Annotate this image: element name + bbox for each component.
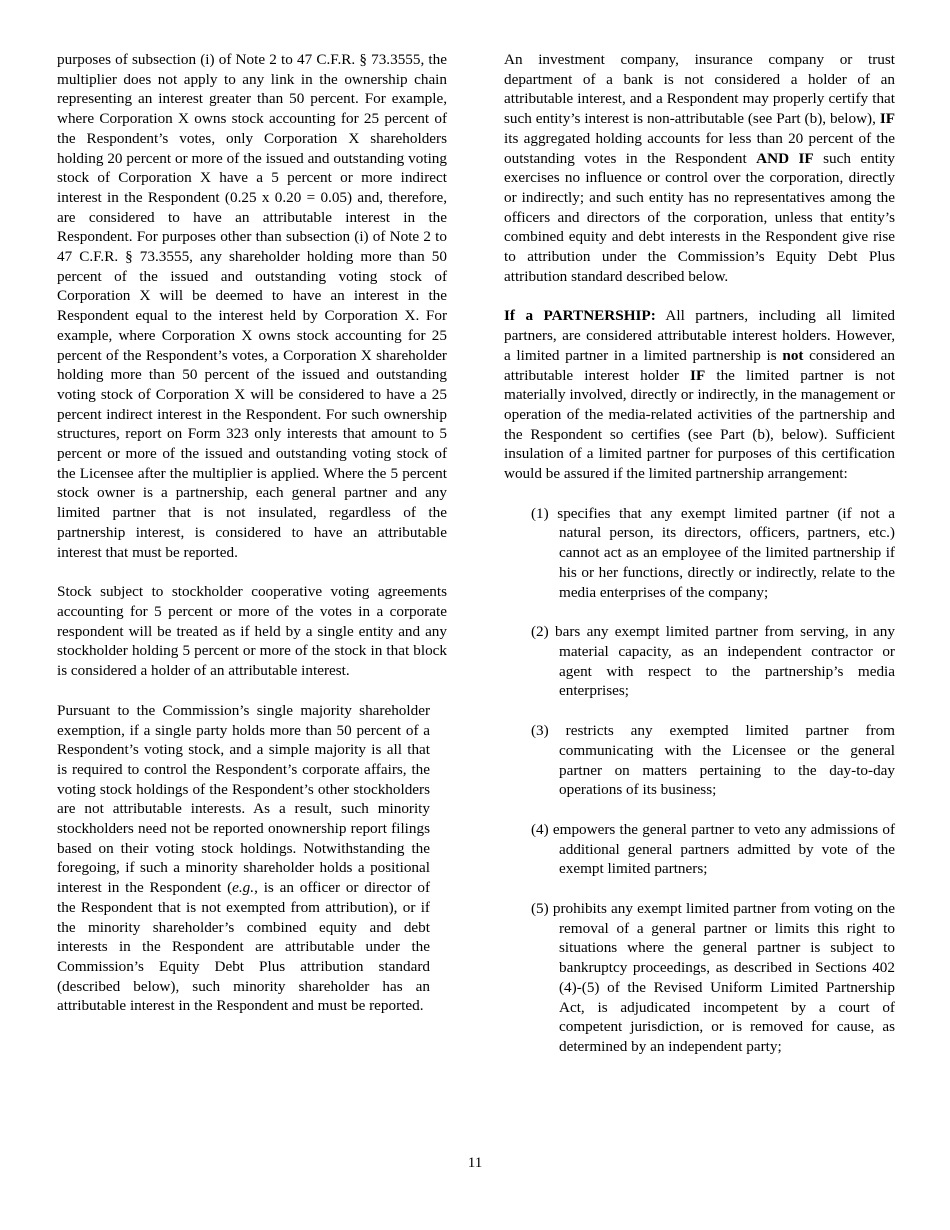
left-column bbox=[57, 50, 447, 1016]
list-item: (2) bars any exempt limited partner from serving, in any material capacity, as an independent contractor or agent with respect to the partnership’s media enterprises; bbox=[531, 623, 895, 700]
list-item: (5) prohibits any exempt limited partner from voting on the removal of a general partner or limits this right to situations where the general partner is subject to bankruptcy proceedings, as described in Sections 402 (4)-(5) of the Revised Uniform Limited Partnership Act, is adjudicated incompetent by a court of competent jurisdiction, or is removed for cause, as determined by an independent party; bbox=[531, 900, 895, 1055]
paragraph-multiplier: purposes of subsection (i) of Note 2 to 47 C.F.R. § 73.3555, the multiplier does not apply to any link in the ownership chain representing an interest greater than 50 percent. For example, where Corporation X owns stock accounting for 25 percent of the Respondent’s votes, only Corporation X shareholders holding 20 percent or more of the issued and outstanding voting stock of Corporation X have a 5 percent or more indirect interest in the Respondent (0.25 x 0.20 = 0.05) and, therefore, are considered to have an attributable interest in the Respondent. For purposes other than subsection (i) of Note 2 to 47 C.F.R. § 73.3555, any shareholder holding more than 50 percent of the issued and outstanding voting stock of Corporation X will be deemed to have an interest in the Respondent equal to the interest held by Corporation X. For example, where Corporation X owns stock accounting for 25 percent of the Respondent’s votes, a Corporation X shareholder holding more than 50 percent of the issued and outstanding voting stock of Corporation X will be considered to have a 25 percent indirect interest in the Respondent. For such ownership structures, report on Form 323 only interests that amount to 5 percent or more of the issued and outstanding voting stock of the Licensee after the multiplier is applied. Where the 5 percent stock owner is a partnership, each general partner and any limited partner that is not insulated, regardless of the partnership interest, is considered to have an attributable interest that must be reported. bbox=[57, 51, 447, 561]
list-item: (4) empowers the general partner to veto any admissions of additional general partners admitted by vote of the exempt limited partners; bbox=[531, 820, 895, 878]
emphasis-if: IF bbox=[879, 110, 895, 128]
page-number: 11 bbox=[467, 1154, 483, 1171]
investment-text-b: its aggregated holding accounts for less than 20 percent of the outstanding votes in the Respondent bbox=[504, 129, 895, 167]
paragraph-partnership bbox=[504, 306, 895, 483]
paragraph-single-majority bbox=[57, 701, 430, 1016]
emphasis-not: not bbox=[782, 346, 804, 364]
partnership-text-b: considered an attributable interest holder bbox=[504, 346, 895, 384]
eg-abbreviation: e.g. bbox=[232, 879, 255, 897]
paragraph-voting-agreements: Stock subject to stockholder cooperative voting agreements accounting for 5 percent or more of the votes in a corporate respondent will be treated as if held by a single entity and any stockholder holding 5 percent or more of the stock in that block is considered a holder of an attributable interest. bbox=[57, 583, 447, 680]
investment-text-a: An investment company, insurance company or trust department of a bank is not considered a holder of an attributable interest, and a Respondent may properly certify that such entity’s interest is non-attributable (see Part (b), below), bbox=[504, 51, 895, 128]
investment-text-c: such entity exercises no influence or control over the corporation, directly or indirectly; and such entity has no representatives among the officers and directors of the corporation, unless that entity’s combined equity and debt interests in the Respondent give rise to attribution under the Commission’s Equity Debt Plus attribution standard described below. bbox=[504, 149, 895, 285]
emphasis-if-partnership: IF bbox=[690, 366, 706, 384]
paragraph-single-majority-text-a: Pursuant to the Commission’s single majority shareholder exemption, if a single party holds more than 50 percent of a Respondent’s voting stock, and a simple majority is all that is required to control the Respondent’s corporate affairs, the voting stock holdings of the Respondent’s other stockholders are not attributable interests. As a result, such minority stockholders need not be reported onownership report filings based on their voting stock holdings. Notwithstanding the foregoing, if such a minority shareholder holds a positional interest in the Respondent ( bbox=[57, 701, 430, 897]
list-item: (3) restricts any exempted limited partner from communicating with the Licensee or the general partner on matters pertaining to the day-to-day operations of its business; bbox=[531, 722, 895, 799]
partnership-heading: If a PARTNERSHIP: bbox=[504, 307, 656, 325]
paragraph-investment-company bbox=[504, 50, 895, 286]
emphasis-and-if: AND IF bbox=[756, 149, 814, 167]
right-column bbox=[504, 50, 895, 1057]
partnership-text-c: the limited partner is not materially involved, directly or indirectly, in the management or operation of the media-related activities of the partnership and the Respondent so certifies (see Part (b), below). Sufficient insulation of a limited partner for purposes of this certification would be assured if the limited partnership arrangement: bbox=[504, 366, 895, 483]
list-item: (1) specifies that any exempt limited partner (if not a natural person, its directors, officers, partners, etc.) cannot act as an employee of the limited partnership if his or her functions, directly or indirectly, relate to the media enterprises of the company; bbox=[531, 504, 895, 601]
partnership-text-a: All partners, including all limited partners, are considered attributable interest holders. However, a limited partner in a limited partnership is bbox=[504, 307, 895, 364]
paragraph-single-majority-text-b: , is an officer or director of the Respondent that is not exempted from attribution), or if the minority shareholder’s combined equity and debt interests in the Respondent are attributable under the Commission’s Equity Debt Plus attribution standard (described below), such minority shareholder has an attributable interest in the Respondent and must be reported. bbox=[57, 879, 430, 1015]
